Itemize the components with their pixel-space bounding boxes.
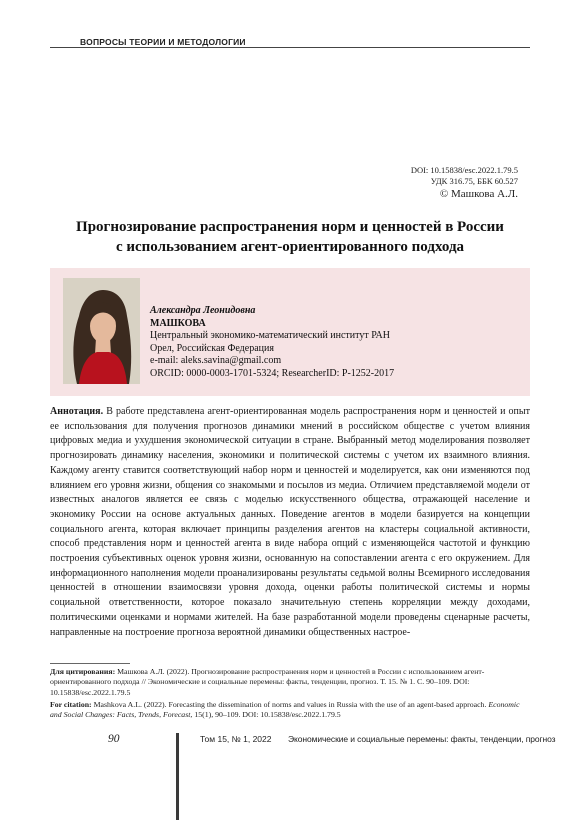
citation-ru <box>50 667 530 698</box>
author-city: Орел, Российская Федерация <box>150 342 274 354</box>
citation-en-text-2: 15(1), 90–109. DOI: 10.15838/esc.2022.1.79.5 <box>194 710 341 720</box>
udk-code: УДК 316.75, ББК 60.527 <box>430 176 518 186</box>
citation-ru-text: Машкова А.Л. (2022). Прогнозирование распространения норм и ценностей в России с использованием агент-ориентированного подхода // Экономические и социальные перемены: факты, тенденции, прогноз. Т. 15. № 1. С. 90–109. DOI: 10.15838/esc.2022.1.79.5 <box>50 667 485 697</box>
footer-journal: Экономические и социальные перемены: факты, тенденции, прогноз <box>288 734 556 744</box>
author-first-name: Александра Леонидовна <box>150 305 256 316</box>
abstract-text: В работе представлена агент-ориентированная модель распространения норм и ценностей и опыт ее использования для получения прогнозов динамики мнений в российском обществе с учетом влияния цифровых медиа и ухудшения экономической ситуации в стране. Выбранный метод моделирования позволяет прогнозировать динамику населения, экономики и политической системы с учетом их взаимного влияния. Каждому агенту ставится соответствующий набор норм и ценностей и моделируется, как они изменяются под влиянием его уровня жизни, общения со знакомыми и посылов из медиа. Отличием представляемой модели от известных аналогов является ее связь с моделью искусственного общества, отражающей население и экономику России на основе актуальных данных. Поведение агентов в модели базируется на концепции социального агента, которая включает принципы разделения агентов на кластеры социальной активности, способ представления норм и ценностей агента в виде набора опций с изменяющейся частотой и функцию построения субъективных оценок уровня жизни, основанную на сопоставлении агента с его окружением. Для информационного наполнения модели проанализированы результаты седьмой волны Всемирного исследования ценностей в отношении взаимосвязи уровня дохода, оценки работы политической системы и нормы социальной ответственности, которое показало значительную степень корреляции между доходами, политическими оценками и нормами жителей. На базе разработанной модели проведены сценарные расчеты, направленные на построение прогноза вероятной динамики общественных настрое- <box>50 406 530 638</box>
author-last-name: МАШКОВА <box>150 317 206 329</box>
copyright: © Машкова А.Л. <box>439 188 518 200</box>
article-title <box>55 217 525 257</box>
citation-en-text-1: Mashkova A.L. (2022). Forecasting the dissemination of norms and values in Russia with the use of an agent-based approach. <box>93 700 487 709</box>
citation-en <box>50 700 530 721</box>
header-rule <box>50 47 530 48</box>
citation-en-label: For citation: <box>50 700 92 709</box>
footnote-rule <box>50 663 130 664</box>
footer-issue: Том 15, № 1, 2022 <box>200 734 272 744</box>
author-photo <box>63 278 140 384</box>
footer-divider <box>176 733 179 820</box>
section-header: ВОПРОСЫ ТЕОРИИ И МЕТОДОЛОГИИ <box>80 37 246 47</box>
author-portrait <box>63 278 140 384</box>
abstract <box>50 405 530 640</box>
author-email: e-mail: aleks.savina@gmail.com <box>150 355 282 367</box>
author-institution: Центральный экономико-математический институт РАН <box>150 330 390 342</box>
author-ids: ORCID: 0000-0003-1701-5324; ResearcherID: P-1252-2017 <box>150 367 395 379</box>
citation-ru-label: Для цитирования: <box>50 667 116 676</box>
author-info <box>150 305 394 381</box>
title-line-1: Прогнозирование распространения норм и ценностей в России <box>76 219 504 235</box>
abstract-label: Аннотация. <box>50 406 104 417</box>
doi: DOI: 10.15838/esc.2022.1.79.5 <box>410 165 518 175</box>
page-number: 90 <box>108 733 120 745</box>
title-line-2: с использованием агент-ориентированного подхода <box>115 239 465 255</box>
citation-en-journal: Economic and Social Changes: Facts, Trends, Forecast, <box>50 700 520 720</box>
